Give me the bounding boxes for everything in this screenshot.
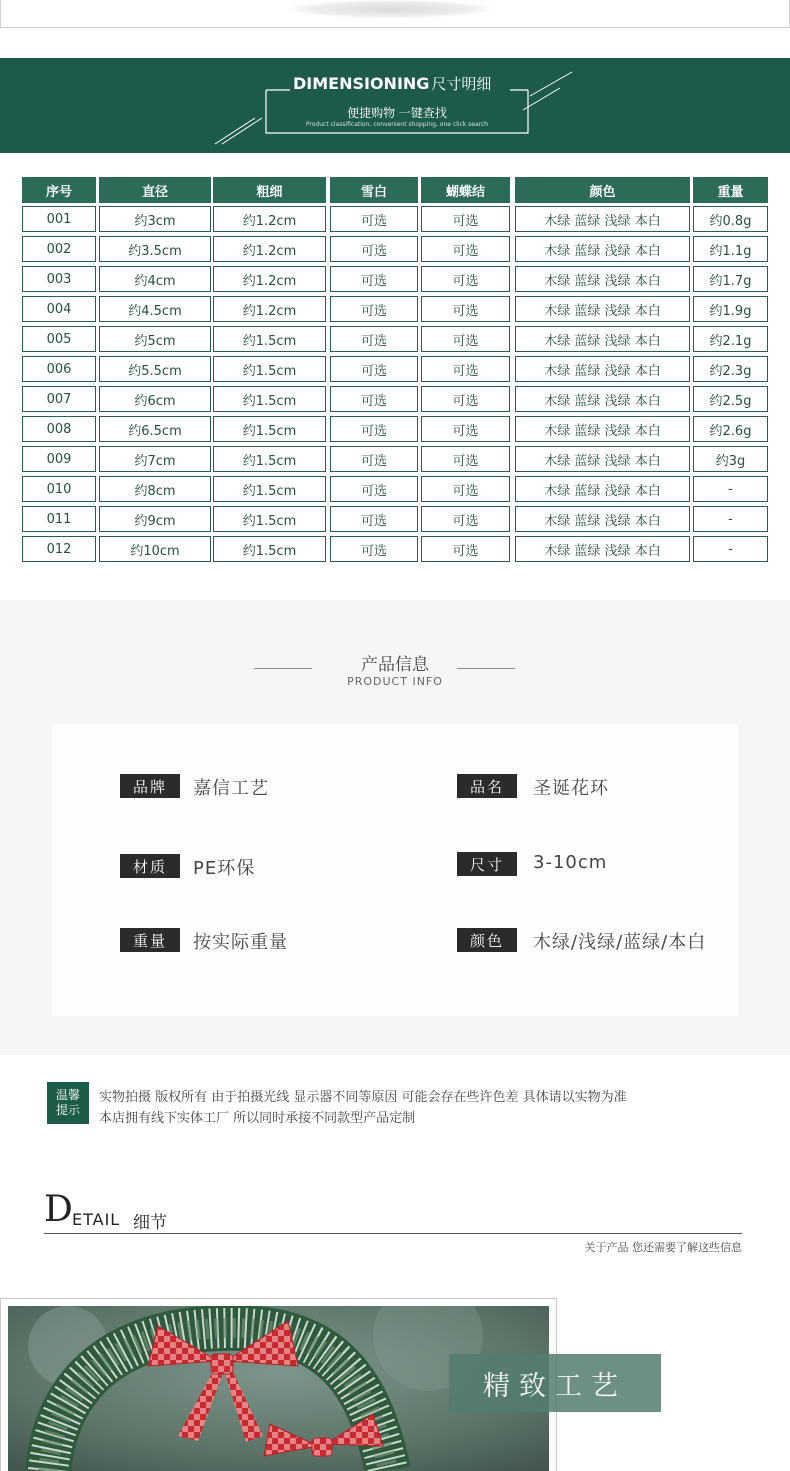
dim-cell-color: 木绿 蓝绿 浅绿 本白 <box>515 266 690 292</box>
info-label-weight: 重量 <box>120 928 180 952</box>
info-value-name: 圣诞花环 <box>533 778 609 799</box>
dim-cell-index: 006 <box>22 356 96 382</box>
craft-label: 精致工艺 <box>449 1354 661 1412</box>
dim-cell-color: 木绿 蓝绿 浅绿 本白 <box>515 386 690 412</box>
dim-cell-diameter: 约4cm <box>99 266 211 292</box>
dim-cell-thickness: 约1.5cm <box>213 506 326 532</box>
dim-cell-color: 木绿 蓝绿 浅绿 本白 <box>515 236 690 262</box>
dim-cell-diameter: 约6cm <box>99 386 211 412</box>
dim-cell-color: 木绿 蓝绿 浅绿 本白 <box>515 206 690 232</box>
info-label-color: 颜色 <box>457 928 517 952</box>
dim-cell-thickness: 约1.5cm <box>213 386 326 412</box>
dim-cell-bow: 可选 <box>421 356 510 382</box>
dim-cell-index: 002 <box>22 236 96 262</box>
banner-tagline: Product classification, convenient shopping, one click search <box>305 121 489 128</box>
dim-header-weight: 重量 <box>693 177 768 203</box>
dim-cell-weight: 约3g <box>693 446 768 472</box>
product-info-card <box>52 724 738 1016</box>
dim-cell-bow: 可选 <box>421 326 510 352</box>
tip-text-line2: 本店拥有线下实体工厂 所以同时承接不同款型产品定制 <box>99 1111 416 1126</box>
dim-cell-bow: 可选 <box>421 386 510 412</box>
detail-heading-cn: 细节 <box>133 1213 167 1233</box>
tip-badge-line1: 温馨 <box>55 1088 80 1102</box>
info-label-brand: 品牌 <box>120 774 180 798</box>
dim-cell-weight: - <box>693 506 768 532</box>
dim-cell-thickness: 约1.5cm <box>213 356 326 382</box>
info-label-material: 材质 <box>120 854 180 878</box>
dim-cell-color: 木绿 蓝绿 浅绿 本白 <box>515 356 690 382</box>
dim-cell-snow: 可选 <box>330 506 418 532</box>
dim-cell-thickness: 约1.2cm <box>213 206 326 232</box>
dim-cell-index: 009 <box>22 446 96 472</box>
dim-cell-index: 004 <box>22 296 96 322</box>
dim-cell-bow: 可选 <box>421 476 510 502</box>
dim-cell-color: 木绿 蓝绿 浅绿 本白 <box>515 326 690 352</box>
dim-cell-thickness: 约1.5cm <box>213 536 326 562</box>
info-label-name: 品名 <box>457 774 517 798</box>
dim-cell-weight: 约0.8g <box>693 206 768 232</box>
detail-initial-letter: D <box>44 1189 73 1230</box>
dim-cell-diameter: 约6.5cm <box>99 416 211 442</box>
dim-cell-thickness: 约1.5cm <box>213 446 326 472</box>
dim-cell-color: 木绿 蓝绿 浅绿 本白 <box>515 506 690 532</box>
banner-subtitle: 便捷购物 一键查找 <box>347 106 447 120</box>
product-info-section <box>0 600 790 1055</box>
dim-cell-bow: 可选 <box>421 446 510 472</box>
dim-cell-snow: 可选 <box>330 236 418 262</box>
banner-title: DIMENSIONING 尺寸明细 <box>293 74 492 93</box>
dim-cell-diameter: 约8cm <box>99 476 211 502</box>
detail-divider <box>44 1233 742 1234</box>
dim-cell-index: 005 <box>22 326 96 352</box>
dim-cell-color: 木绿 蓝绿 浅绿 本白 <box>515 416 690 442</box>
dim-cell-diameter: 约3cm <box>99 206 211 232</box>
dim-header-bow: 蝴蝶结 <box>421 177 510 203</box>
dim-cell-diameter: 约10cm <box>99 536 211 562</box>
dim-cell-weight: 约2.3g <box>693 356 768 382</box>
dim-cell-diameter: 约7cm <box>99 446 211 472</box>
product-info-title-en: PRODUCT INFO <box>347 675 443 688</box>
product-info-title: 产品信息 <box>361 655 429 675</box>
dim-cell-index: 001 <box>22 206 96 232</box>
info-value-color: 木绿/浅绿/蓝绿/本白 <box>533 932 707 953</box>
dim-cell-weight: 约1.7g <box>693 266 768 292</box>
dim-cell-index: 012 <box>22 536 96 562</box>
dimensioning-banner <box>0 58 790 153</box>
dim-cell-diameter: 约3.5cm <box>99 236 211 262</box>
wreath-snow-edge <box>291 0 491 18</box>
dim-cell-snow: 可选 <box>330 206 418 232</box>
dim-header-snow: 雪白 <box>330 177 418 203</box>
dim-cell-weight: - <box>693 536 768 562</box>
dim-cell-snow: 可选 <box>330 296 418 322</box>
dim-cell-color: 木绿 蓝绿 浅绿 本白 <box>515 296 690 322</box>
dim-cell-weight: 约1.9g <box>693 296 768 322</box>
dim-cell-index: 010 <box>22 476 96 502</box>
dim-cell-bow: 可选 <box>421 266 510 292</box>
dim-cell-snow: 可选 <box>330 416 418 442</box>
dim-cell-weight: - <box>693 476 768 502</box>
dim-cell-snow: 可选 <box>330 266 418 292</box>
info-value-brand: 嘉信工艺 <box>193 778 269 799</box>
info-value-weight: 按实际重量 <box>193 932 288 953</box>
dim-cell-snow: 可选 <box>330 386 418 412</box>
dim-cell-bow: 可选 <box>421 206 510 232</box>
dim-cell-diameter: 约5.5cm <box>99 356 211 382</box>
tip-text-line1: 实物拍摄 版权所有 由于拍摄光线 显示器不同等原因 可能会存在些许色差 具体请以实物为准 <box>99 1090 627 1105</box>
dim-cell-thickness: 约1.5cm <box>213 326 326 352</box>
detail-subtitle: 关于产品 您还需要了解这些信息 <box>584 1241 742 1254</box>
dim-cell-diameter: 约4.5cm <box>99 296 211 322</box>
dim-cell-weight: 约2.5g <box>693 386 768 412</box>
detail-heading-en: ETAIL <box>72 1210 121 1229</box>
info-label-size: 尺寸 <box>457 852 517 876</box>
dim-cell-index: 003 <box>22 266 96 292</box>
dim-cell-color: 木绿 蓝绿 浅绿 本白 <box>515 536 690 562</box>
dim-cell-index: 011 <box>22 506 96 532</box>
dim-cell-bow: 可选 <box>421 416 510 442</box>
dim-cell-snow: 可选 <box>330 476 418 502</box>
dim-header-thickness: 粗细 <box>213 177 326 203</box>
dim-cell-snow: 可选 <box>330 536 418 562</box>
dim-header-diameter: 直径 <box>99 177 211 203</box>
dim-cell-diameter: 约5cm <box>99 326 211 352</box>
dim-cell-diameter: 约9cm <box>99 506 211 532</box>
info-value-material: PE环保 <box>193 858 256 879</box>
dim-cell-bow: 可选 <box>421 536 510 562</box>
dim-cell-snow: 可选 <box>330 356 418 382</box>
dim-cell-thickness: 约1.2cm <box>213 266 326 292</box>
dim-cell-thickness: 约1.2cm <box>213 296 326 322</box>
dim-cell-bow: 可选 <box>421 236 510 262</box>
dim-cell-index: 007 <box>22 386 96 412</box>
tip-badge-line2: 提示 <box>55 1103 80 1117</box>
dim-cell-index: 008 <box>22 416 96 442</box>
info-value-size: 3-10cm <box>533 852 608 873</box>
dim-cell-weight: 约2.1g <box>693 326 768 352</box>
dim-cell-weight: 约2.6g <box>693 416 768 442</box>
dim-cell-color: 木绿 蓝绿 浅绿 本白 <box>515 476 690 502</box>
dim-cell-thickness: 约1.5cm <box>213 416 326 442</box>
dim-header-index: 序号 <box>22 177 96 203</box>
dim-cell-snow: 可选 <box>330 446 418 472</box>
dim-cell-color: 木绿 蓝绿 浅绿 本白 <box>515 446 690 472</box>
dim-cell-thickness: 约1.2cm <box>213 236 326 262</box>
top-product-photo <box>0 0 790 28</box>
warm-tip-badge <box>47 1082 89 1124</box>
dim-cell-thickness: 约1.5cm <box>213 476 326 502</box>
dim-cell-bow: 可选 <box>421 506 510 532</box>
dim-cell-snow: 可选 <box>330 326 418 352</box>
dim-cell-weight: 约1.1g <box>693 236 768 262</box>
dim-header-color: 颜色 <box>515 177 690 203</box>
dim-cell-bow: 可选 <box>421 296 510 322</box>
